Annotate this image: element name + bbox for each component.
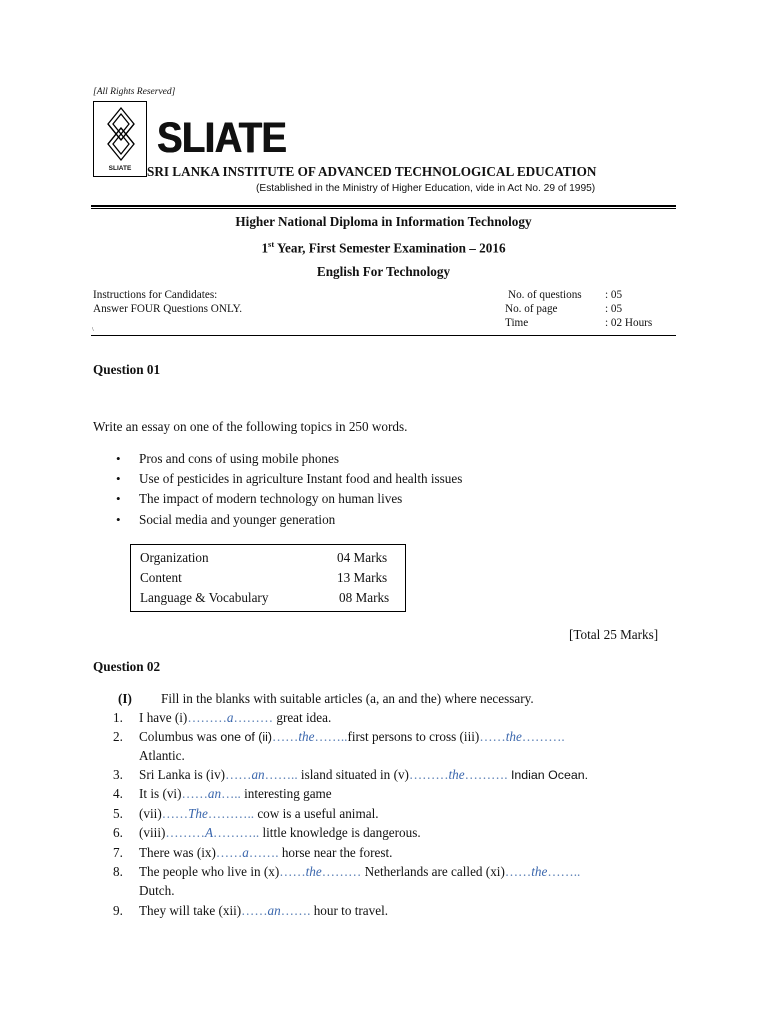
exam-year-number: 1: [261, 240, 269, 256]
item-continuation: Dutch.: [139, 883, 175, 898]
exam-title: [91, 239, 676, 256]
item-number: 9.: [113, 903, 123, 918]
item-number: 1.: [113, 710, 123, 725]
blank-dots: ………: [233, 710, 274, 725]
item-text: Indian Ocean.: [507, 768, 589, 782]
instructions-rule: [91, 335, 676, 336]
item-text: Columbus was: [139, 729, 221, 744]
meta-label-questions: No. of questions: [508, 289, 582, 301]
answer-text: an: [207, 786, 222, 801]
blank-dots: ……..: [264, 767, 298, 782]
answer-text: the: [505, 729, 522, 744]
established-note: (Established in the Ministry of Higher Education, vide in Act No. 29 of 1995): [256, 183, 596, 194]
topic-item: Use of pesticides in agriculture Instant food and health issues: [139, 471, 463, 486]
marks-label: Language & Vocabulary: [140, 590, 269, 605]
item-text: cow is a useful animal.: [254, 806, 379, 821]
question-01-title: Question 01: [93, 362, 161, 377]
item-text: first persons to cross (iii): [347, 729, 480, 744]
marks-label: Organization: [140, 550, 209, 565]
blank-dots: ………..: [213, 825, 260, 840]
meta-label-time: Time: [505, 317, 529, 329]
diploma-title: Higher National Diploma in Information Technology: [235, 214, 532, 229]
answer-text: an: [251, 767, 265, 782]
stray-mark: \: [92, 327, 94, 333]
blank-dots: ………: [408, 767, 449, 782]
answer-text: the: [305, 864, 322, 879]
blank-dots: ……: [271, 729, 299, 744]
sliate-logo: [93, 101, 147, 177]
item-text: The people who live in (x): [139, 864, 280, 879]
item-number: 2.: [113, 729, 123, 744]
answer-text: a: [242, 845, 249, 860]
blank-dots: ……..: [314, 729, 348, 744]
blank-dots: ………..: [207, 806, 255, 821]
blank-dots: ……: [225, 767, 252, 782]
meta-label-pages: No. of page: [505, 303, 558, 315]
item-number: 3.: [113, 767, 123, 782]
answer-text: a: [226, 710, 234, 725]
institute-name: SRI LANKA INSTITUTE OF ADVANCED TECHNOLOGICAL EDUCATION: [147, 164, 597, 179]
blank-dots: …….: [248, 845, 279, 860]
blank-dots: ………: [187, 710, 227, 725]
rights-notice: [All Rights Reserved]: [93, 87, 176, 97]
header-double-rule: [91, 205, 676, 209]
item-text: one of (ii): [220, 730, 272, 744]
answer-text: the: [448, 767, 465, 782]
blank-dots: ………: [321, 864, 362, 879]
item-text: Netherlands are called (xi): [361, 864, 505, 879]
meta-value-time: : 02 Hours: [605, 317, 653, 329]
fill-item: [139, 786, 332, 802]
item-text: Sri Lanka is (iv): [139, 767, 226, 782]
marks-table: [130, 544, 406, 612]
meta-value-questions: : 05: [605, 289, 623, 301]
bullet: •: [116, 471, 121, 486]
item-text: island situated in (v): [297, 767, 409, 782]
item-text: (viii): [139, 825, 166, 840]
blank-dots: ……….: [464, 767, 508, 782]
item-text: I have (i): [139, 710, 188, 725]
item-text: It is (vi): [139, 786, 182, 801]
blank-dots: ………: [165, 825, 205, 840]
fill-item: [139, 903, 388, 919]
blank-dots: ……: [215, 845, 243, 860]
marks-label: Content: [140, 570, 182, 585]
blank-dots: ……: [241, 903, 268, 918]
total-marks: [Total 25 Marks]: [569, 627, 659, 642]
diamond-emblem-icon: [94, 104, 148, 164]
fill-item: [139, 806, 379, 822]
answer-text: an: [267, 903, 281, 918]
subject-title: English For Technology: [316, 264, 451, 279]
fill-item: [139, 729, 565, 745]
question-01-prompt: Write an essay on one of the following topics in 250 words.: [93, 419, 408, 434]
topic-item: The impact of modern technology on human lives: [139, 491, 403, 506]
bullet: •: [116, 451, 121, 466]
item-text: They will take (xii): [139, 903, 242, 918]
topic-item: Social media and younger generation: [139, 512, 336, 527]
item-number: 6.: [113, 825, 123, 840]
item-number: 7.: [113, 845, 123, 860]
instructions-heading: Instructions for Candidates:: [93, 289, 218, 301]
blank-dots: ……: [279, 864, 306, 879]
item-number: 5.: [113, 806, 123, 821]
instructions-text: Answer FOUR Questions ONLY.: [93, 303, 243, 315]
item-number: 4.: [113, 786, 123, 801]
answer-text: the: [298, 729, 315, 744]
blank-dots: ……: [504, 864, 532, 879]
answer-text: the: [531, 864, 548, 879]
blank-dots: ……: [479, 729, 506, 744]
fill-item: [139, 710, 331, 726]
meta-value-pages: : 05: [605, 303, 623, 315]
marks-value: 08 Marks: [339, 590, 390, 605]
item-continuation: Atlantic.: [139, 748, 185, 763]
blank-dots: ……: [161, 806, 189, 821]
bullet: •: [116, 491, 121, 506]
item-text: (vii): [139, 806, 162, 821]
marks-value: 04 Marks: [337, 550, 388, 565]
exam-year-rest: Year, First Semester Examination – 2016: [274, 240, 506, 256]
logo-caption: SLIATE: [108, 165, 132, 172]
brand-wordmark: SLIATE: [157, 115, 287, 163]
fill-item: [139, 845, 392, 861]
topic-item: Pros and cons of using mobile phones: [139, 451, 339, 466]
item-text: great idea.: [273, 710, 332, 725]
blank-dots: ……..: [547, 864, 581, 879]
blank-dots: ……: [181, 786, 208, 801]
part-label: (I): [118, 691, 132, 706]
blank-dots: …..: [221, 786, 241, 801]
item-text: interesting game: [240, 786, 332, 801]
marks-value: 13 Marks: [337, 570, 388, 585]
item-text: little knowledge is dangerous.: [259, 825, 421, 840]
item-number: 8.: [113, 864, 123, 879]
blank-dots: ……….: [521, 729, 565, 744]
item-text: hour to travel.: [310, 903, 389, 918]
exam-year-suffix: st: [268, 239, 275, 249]
question-02-title: Question 02: [93, 659, 161, 674]
fill-item: [139, 864, 580, 880]
answer-text: A: [204, 825, 213, 840]
blank-dots: …….: [280, 903, 311, 918]
fill-item: [139, 825, 421, 841]
item-text: There was (ix): [139, 845, 216, 860]
fill-item: [139, 767, 588, 783]
item-text: horse near the forest.: [278, 845, 393, 860]
answer-text: The: [188, 806, 208, 821]
part-instruction: Fill in the blanks with suitable articles (a, an and the) where necessary.: [161, 691, 534, 706]
bullet: •: [116, 512, 121, 527]
